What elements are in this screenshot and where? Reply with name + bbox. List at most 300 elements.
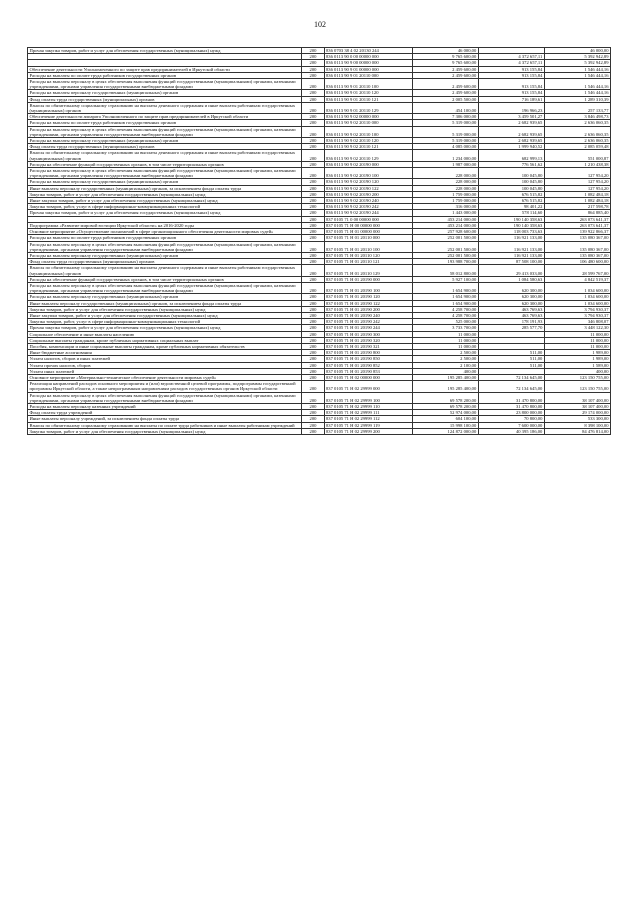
row-budget-code: 836 0113 90 9 01 00000 000 xyxy=(324,66,412,72)
row-budget-code: 837 0105 71 Н 01 20190 300 xyxy=(324,331,412,337)
row-executed-amount: 285 577,70 xyxy=(478,325,544,331)
row-executed-amount: 116 921 133,00 xyxy=(478,235,544,241)
row-remaining-amount: 263 073 641,37 xyxy=(544,216,610,222)
row-remaining-amount: 400,00 xyxy=(544,368,610,374)
row-code-200: 200 xyxy=(302,79,324,90)
row-executed-amount: 578 114,60 xyxy=(478,210,544,216)
row-executed-amount: 98 401,22 xyxy=(478,204,544,210)
row-code-200: 200 xyxy=(302,319,324,325)
row-approved-amount: 69 578 200,00 xyxy=(412,403,478,409)
row-budget-code: 837 0105 71 Н 02 29999 112 xyxy=(324,416,412,422)
row-code-200: 200 xyxy=(302,138,324,144)
row-executed-amount: 1 084 580,63 xyxy=(478,276,544,282)
row-remaining-amount: 127 954,20 xyxy=(544,168,610,179)
row-description: Иные выплаты персоналу государственных (муниципальных) органов, за исключением фонда оплаты труда xyxy=(28,300,302,306)
row-remaining-amount: 106 480 600,00 xyxy=(544,259,610,265)
row-approved-amount: 58 012 800,00 xyxy=(412,265,478,276)
row-budget-code: 837 0105 71 Н 01 20190 000 xyxy=(324,276,412,282)
row-executed-amount: 100 045,80 xyxy=(478,179,544,185)
row-remaining-amount: 11 000,00 xyxy=(544,331,610,337)
row-budget-code: 836 0113 90 9 02 20190 100 xyxy=(324,168,412,179)
row-code-200: 200 xyxy=(302,191,324,197)
row-code-200: 200 xyxy=(302,198,324,204)
row-executed-amount: 676 515,82 xyxy=(478,191,544,197)
row-description: Расходы на выплаты персоналу казенных учреждений xyxy=(28,403,302,409)
row-approved-amount: 228 000,00 xyxy=(412,168,478,179)
row-budget-code: 837 0105 71 Н 01 20110 100 xyxy=(324,241,412,252)
row-remaining-amount: 2 085 059,48 xyxy=(544,144,610,150)
row-remaining-amount: 1 546 444,16 xyxy=(544,90,610,96)
row-remaining-amount: 127 954,20 xyxy=(544,179,610,185)
row-budget-code: 837 0105 71 Н 01 20110 121 xyxy=(324,259,412,265)
row-approved-amount: 252 001 500,00 xyxy=(412,235,478,241)
row-description: Закупка товаров, работ, услуг в сфере информационно-коммуникационных технологий xyxy=(28,319,302,325)
row-code-200: 200 xyxy=(302,235,324,241)
row-description: Фонд оплаты труда государственных (муниципальных) органов xyxy=(28,96,302,102)
row-description: Основное мероприятие «Осуществление полномочий в сфере организационного обеспечения деятельности мировых судей» xyxy=(28,229,302,235)
row-code-200: 200 xyxy=(302,126,324,137)
row-approved-amount: 453 214 000,00 xyxy=(412,216,478,222)
row-remaining-amount: 5 392 942,89 xyxy=(544,60,610,66)
table-row xyxy=(28,241,611,252)
row-description: Взносы по обязательному социальному страхованию на выплаты денежного содержания и иные выплаты работникам государственных (муниципальных) органов xyxy=(28,265,302,276)
row-description: Расходы на выплаты по оплате труда работников государственных органов xyxy=(28,235,302,241)
row-budget-code: 837 0105 71 0 00 00000 000 xyxy=(324,216,412,222)
row-executed-amount: 196 966,23 xyxy=(478,102,544,113)
row-approved-amount: 15 998 100,00 xyxy=(412,422,478,428)
row-remaining-amount: 864 885,40 xyxy=(544,210,610,216)
row-code-200: 200 xyxy=(302,276,324,282)
row-description: Подпрограмма «Развитие мировой юстиции Иркутской области» на 2016-2020 годы xyxy=(28,222,302,228)
row-executed-amount: 776 561,62 xyxy=(478,161,544,167)
row-remaining-amount: 135 080 367,00 xyxy=(544,241,610,252)
row-budget-code: 837 0105 71 Н 02 29999 111 xyxy=(324,410,412,416)
row-approved-amount: 228 000,00 xyxy=(412,179,478,185)
table-row xyxy=(28,265,611,276)
row-code-200: 200 xyxy=(302,210,324,216)
row-description: Прочая закупка товаров, работ и услуг для обеспечения государственных (муниципальных) нужд xyxy=(28,48,302,54)
row-approved-amount: 3 733 700,00 xyxy=(412,325,478,331)
row-budget-code: 837 0105 71 Н 01 00000 000 xyxy=(324,229,412,235)
row-approved-amount: 1 987 000,00 xyxy=(412,161,478,167)
row-approved-amount: 52 974 000,00 xyxy=(412,410,478,416)
row-approved-amount: 454 100,00 xyxy=(412,102,478,113)
row-code-200: 200 xyxy=(302,362,324,368)
row-approved-amount: 5 319 000,00 xyxy=(412,138,478,144)
row-executed-amount: 31 470 800,00 xyxy=(478,392,544,403)
row-executed-amount: 4 372 657,11 xyxy=(478,54,544,60)
row-approved-amount: 1 759 000,00 xyxy=(412,191,478,197)
row-budget-code: 837 0105 71 Н 02 29999 119 xyxy=(324,422,412,428)
row-remaining-amount: 1 546 444,16 xyxy=(544,66,610,72)
row-code-200: 200 xyxy=(302,294,324,300)
row-budget-code: 836 0113 90 9 02 20190 000 xyxy=(324,161,412,167)
row-description: Уплата иных платежей xyxy=(28,368,302,374)
budget-table xyxy=(27,47,611,435)
row-remaining-amount: 263 073 641,37 xyxy=(544,222,610,228)
row-remaining-amount: 1 546 444,16 xyxy=(544,79,610,90)
row-approved-amount: 11 000,00 xyxy=(412,331,478,337)
row-budget-code: 836 0113 90 9 02 20190 120 xyxy=(324,179,412,185)
row-code-200: 200 xyxy=(302,102,324,113)
row-description: Расходы на выплаты персоналу в целях обеспечения выполнения функций государственными (муниципальными) органами, казенными учреждениями, органами управления государственными внебюджетными фондами xyxy=(28,168,302,179)
row-code-200: 200 xyxy=(302,60,324,66)
row-budget-code: 837 0105 71 Н 01 20190 850 xyxy=(324,356,412,362)
row-description: Фонд оплаты труда государственных (муниципальных) органов xyxy=(28,144,302,150)
row-code-200: 200 xyxy=(302,343,324,349)
row-description: Фонд оплаты труда государственных (муниципальных) органов xyxy=(28,259,302,265)
row-code-200: 200 xyxy=(302,96,324,102)
row-approved-amount: 4 258 700,00 xyxy=(412,312,478,318)
row-budget-code: 837 0105 71 Н 01 20190 240 xyxy=(324,312,412,318)
row-budget-code: 837 0105 71 Н 01 20110 129 xyxy=(324,265,412,276)
row-remaining-amount: 46 000,00 xyxy=(544,48,610,54)
row-executed-amount: 2 682 939,65 xyxy=(478,138,544,144)
row-remaining-amount: 1 589,00 xyxy=(544,362,610,368)
row-remaining-amount: 551 000,87 xyxy=(544,150,610,161)
row-approved-amount: 252 001 500,00 xyxy=(412,241,478,252)
row-budget-code: 837 0105 71 Н 01 20190 200 xyxy=(324,306,412,312)
row-description: Иные закупки товаров, работ и услуг для обеспечения государственных (муниципальных) нужд xyxy=(28,198,302,204)
row-budget-code: 836 0113 90 9 02 20190 242 xyxy=(324,204,412,210)
row-approved-amount: 7 306 000,00 xyxy=(412,114,478,120)
row-executed-amount: 3 459 501,27 xyxy=(478,114,544,120)
row-description: Расходы на выплаты персоналу государственных (муниципальных) органов xyxy=(28,252,302,258)
row-description: Уплата прочих налогов, сборов xyxy=(28,362,302,368)
table-row xyxy=(28,150,611,161)
row-approved-amount: 69 578 200,00 xyxy=(412,392,478,403)
row-approved-amount: 453 214 000,00 xyxy=(412,222,478,228)
row-budget-code: 836 0113 90 9 02 00000 000 xyxy=(324,114,412,120)
row-approved-amount: 11 000,00 xyxy=(412,343,478,349)
row-approved-amount: 4 085 000,00 xyxy=(412,144,478,150)
row-description: Иные закупки товаров, работ и услуг для обеспечения государственных (муниципальных) нужд xyxy=(28,312,302,318)
row-code-200: 200 xyxy=(302,403,324,409)
row-executed-amount: 913 155,84 xyxy=(478,66,544,72)
row-description: Расходы на выплаты персоналу государственных (муниципальных) органов xyxy=(28,179,302,185)
row-code-200: 200 xyxy=(302,392,324,403)
row-approved-amount: 2 459 600,00 xyxy=(412,72,478,78)
row-code-200: 200 xyxy=(302,422,324,428)
row-budget-code: 836 0113 90 9 01 20110 129 xyxy=(324,102,412,113)
row-description: Иные выплаты персоналу учреждений, за исключением фонда оплаты труда xyxy=(28,416,302,422)
row-executed-amount: 87 508 100,00 xyxy=(478,259,544,265)
table-row xyxy=(28,282,611,293)
row-executed-amount: 118 003 733,63 xyxy=(478,229,544,235)
row-description: Расходы на обеспечение функций государственных органов, в том числе территориальных органов xyxy=(28,276,302,282)
row-remaining-amount: 1 034 600,00 xyxy=(544,300,610,306)
row-code-200: 200 xyxy=(302,428,324,434)
row-budget-code: 837 0105 71 Н 01 20190 852 xyxy=(324,362,412,368)
row-budget-code: 837 0105 71 Н 01 20190 120 xyxy=(324,294,412,300)
row-budget-code: 836 0113 90 9 02 20110 129 xyxy=(324,150,412,161)
table-row xyxy=(28,168,611,179)
row-code-200: 200 xyxy=(302,381,324,392)
row-approved-amount: 1 654 900,00 xyxy=(412,282,478,293)
row-description: Закупка товаров, работ, услуг в сфере информационно-коммуникационных технологий xyxy=(28,204,302,210)
row-approved-amount: 228 000,00 xyxy=(412,185,478,191)
row-budget-code: 836 0113 90 9 02 20110 120 xyxy=(324,138,412,144)
row-code-200: 200 xyxy=(302,48,324,54)
row-code-200: 200 xyxy=(302,374,324,380)
row-description: Обеспечение деятельности Уполномоченного по защите прав предпринимателей в Иркутской области xyxy=(28,66,302,72)
row-remaining-amount: 38 107 400,00 xyxy=(544,403,610,409)
row-budget-code: 836 0703 38 4 02 20130 244 xyxy=(324,48,412,54)
row-approved-amount: 9 765 600,00 xyxy=(412,54,478,60)
row-executed-amount: 100 045,80 xyxy=(478,168,544,179)
budget-table-container xyxy=(27,47,611,435)
row-code-200: 200 xyxy=(302,150,324,161)
row-executed-amount: 116 921 133,00 xyxy=(478,241,544,252)
row-approved-amount: 1 759 000,00 xyxy=(412,198,478,204)
row-approved-amount: 124 872 000,00 xyxy=(412,428,478,434)
row-remaining-amount: 28 599 767,00 xyxy=(544,265,610,276)
table-row xyxy=(28,126,611,137)
row-description: Взносы по обязательному социальному страхованию на выплаты по оплате труда работников и иные выплаты работникам учреждений xyxy=(28,422,302,428)
row-code-200: 200 xyxy=(302,204,324,210)
row-executed-amount: 190 140 358,63 xyxy=(478,216,544,222)
row-remaining-amount: 257 133,77 xyxy=(544,102,610,113)
row-executed-amount: 620 300,00 xyxy=(478,282,544,293)
row-description: Взносы по обязательному социальному страхованию на выплаты денежного содержания и иные выплаты работникам государственных (муниципальных) органов xyxy=(28,150,302,161)
row-approved-amount: 2 459 600,00 xyxy=(412,79,478,90)
row-description: Социальное обеспечение и иные выплаты населению xyxy=(28,331,302,337)
row-remaining-amount: 135 080 367,00 xyxy=(544,235,610,241)
row-description: Закупка товаров, работ и услуг для обеспечения государственных (муниципальных) нужд xyxy=(28,428,302,434)
row-budget-code: 837 0105 71 Н 02 00000 000 xyxy=(324,374,412,380)
row-remaining-amount: 135 080 367,00 xyxy=(544,252,610,258)
row-remaining-amount: 2 636 060,35 xyxy=(544,126,610,137)
row-approved-amount: 195 285 400,00 xyxy=(412,381,478,392)
row-description: Расходы на выплаты персоналу государственных (муниципальных) органов xyxy=(28,90,302,96)
row-budget-code: 837 0105 71 Н 01 20190 242 xyxy=(324,319,412,325)
row-description: Взносы по обязательному социальному страхованию на выплаты денежного содержания и иные выплаты работникам государственных (муниципальных) органов xyxy=(28,102,302,113)
row-approved-amount: 604 100,00 xyxy=(412,416,478,422)
row-executed-amount: 511,00 xyxy=(478,356,544,362)
row-executed-amount: 7 600 000,00 xyxy=(478,422,544,428)
row-code-200: 200 xyxy=(302,410,324,416)
row-remaining-amount: 533 300,00 xyxy=(544,416,610,422)
row-code-200: 200 xyxy=(302,416,324,422)
row-description: Расходы на выплаты персоналу в целях обеспечения выполнения функций государственными (муниципальными) органами, казенными учреждениями, органами управления государственными внебюджетными фондами xyxy=(28,126,302,137)
row-description: Обеспечение деятельности аппарата Уполномоченного по защите прав предпринимателей в Иркутской области xyxy=(28,114,302,120)
budget-table-body xyxy=(28,48,611,435)
row-approved-amount: 195 285 400,00 xyxy=(412,374,478,380)
row-code-200: 200 xyxy=(302,114,324,120)
row-remaining-amount: 1 546 444,16 xyxy=(544,72,610,78)
row-budget-code: 836 0113 90 9 02 20190 122 xyxy=(324,185,412,191)
row-approved-amount: 525 000,00 xyxy=(412,319,478,325)
row-code-200: 200 xyxy=(302,252,324,258)
row-executed-amount: 913 155,84 xyxy=(478,90,544,96)
row-description: Иные выплаты персоналу государственных (муниципальных) органов, за исключением фонда оплаты труда xyxy=(28,185,302,191)
row-description: Уплата налогов, сборов и иных платежей xyxy=(28,356,302,362)
row-code-200: 200 xyxy=(302,144,324,150)
page-number: 102 xyxy=(314,20,326,29)
row-budget-code: 836 0113 90 9 01 20110 100 xyxy=(324,79,412,90)
row-remaining-amount: 1 034 600,00 xyxy=(544,294,610,300)
row-remaining-amount: 84 476 814,00 xyxy=(544,428,610,434)
table-row xyxy=(28,392,611,403)
row-remaining-amount: 217 598,78 xyxy=(544,204,610,210)
row-approved-amount: 2 459 600,00 xyxy=(412,90,478,96)
row-approved-amount: 2 500,00 xyxy=(412,356,478,362)
row-executed-amount: 716 189,61 xyxy=(478,96,544,102)
row-remaining-amount: 1 034 600,00 xyxy=(544,282,610,293)
row-code-200: 200 xyxy=(302,222,324,228)
row-description: Прочая закупка товаров, работ и услуг для обеспечения государственных (муниципальных) нужд xyxy=(28,210,302,216)
row-code-200: 200 xyxy=(302,312,324,318)
row-code-200: 200 xyxy=(302,90,324,96)
row-approved-amount: 5 319 000,00 xyxy=(412,126,478,137)
row-code-200: 200 xyxy=(302,282,324,293)
row-approved-amount: 1 234 000,00 xyxy=(412,150,478,161)
row-budget-code: 837 0105 71 Н 01 20190 853 xyxy=(324,368,412,374)
row-code-200: 200 xyxy=(302,185,324,191)
row-remaining-amount: 139 922 866,37 xyxy=(544,229,610,235)
row-remaining-amount: 346 808,07 xyxy=(544,319,610,325)
row-description: Иные бюджетные ассигнования xyxy=(28,350,302,356)
row-executed-amount: 31 470 800,00 xyxy=(478,403,544,409)
row-executed-amount: 511,00 xyxy=(478,362,544,368)
row-remaining-amount: 3 846 498,73 xyxy=(544,114,610,120)
row-description: Закупка товаров, работ и услуг для обеспечения государственных (муниципальных) нужд xyxy=(28,306,302,312)
row-description: Расходы на выплаты персоналу государственных (муниципальных) органов xyxy=(28,294,302,300)
row-budget-code: 836 0113 90 9 01 20110 120 xyxy=(324,90,412,96)
row-description: Расходы на выплаты персоналу в целях обеспечения выполнения функций государственными (муниципальными) органами, казенными учреждениями, органами управления государственными внебюджетными фондами xyxy=(28,241,302,252)
row-executed-amount: 620 300,00 xyxy=(478,294,544,300)
row-description: Закупка товаров, работ и услуг для обеспечения государственных (муниципальных) нужд xyxy=(28,191,302,197)
row-code-200: 200 xyxy=(302,325,324,331)
row-budget-code: 837 0105 71 Н 01 20190 244 xyxy=(324,325,412,331)
row-description: Основное мероприятие «Материально-техническое обеспечение деятельности мировых судей» xyxy=(28,374,302,380)
row-budget-code: 837 0105 71 Н 01 20190 320 xyxy=(324,337,412,343)
row-remaining-amount: 4 842 519,37 xyxy=(544,276,610,282)
row-approved-amount: 11 000,00 xyxy=(412,337,478,343)
row-executed-amount: 70 800,00 xyxy=(478,416,544,422)
row-executed-amount: 4 372 657,11 xyxy=(478,60,544,66)
row-budget-code: 837 0105 71 Н 02 29999 000 xyxy=(324,381,412,392)
row-code-200: 200 xyxy=(302,168,324,179)
row-budget-code: 837 0105 71 Н 01 20190 100 xyxy=(324,282,412,293)
row-remaining-amount: 1 210 438,38 xyxy=(544,161,610,167)
table-row xyxy=(28,79,611,90)
table-row xyxy=(28,428,611,434)
row-remaining-amount: 1 082 484,18 xyxy=(544,191,610,197)
row-remaining-amount: 123 150 755,00 xyxy=(544,374,610,380)
row-remaining-amount: 1 289 310,39 xyxy=(544,96,610,102)
row-executed-amount: 72 134 645,00 xyxy=(478,374,544,380)
row-executed-amount: 1 999 940,52 xyxy=(478,144,544,150)
row-description: Расходы на выплаты персоналу в целях обеспечения выполнения функций государственными (муниципальными) органами, казенными учреждениями, органами управления государственными внебюджетными фондами xyxy=(28,392,302,403)
row-remaining-amount: 1 989,00 xyxy=(544,350,610,356)
row-executed-amount: 190 140 358,63 xyxy=(478,222,544,228)
row-code-200: 200 xyxy=(302,306,324,312)
row-executed-amount: 100 045,80 xyxy=(478,185,544,191)
row-approved-amount: 2 500,00 xyxy=(412,350,478,356)
row-approved-amount: 2 005 500,00 xyxy=(412,96,478,102)
row-executed-amount: 913 155,84 xyxy=(478,72,544,78)
row-budget-code: 837 0105 71 Н 01 20190 321 xyxy=(324,343,412,349)
row-budget-code: 836 0113 90 9 02 20110 121 xyxy=(324,144,412,150)
row-budget-code: 836 0113 90 9 02 20190 240 xyxy=(324,198,412,204)
row-description: Расходы на выплаты по оплате труда работников государственных органов xyxy=(28,120,302,126)
row-remaining-amount: 127 954,20 xyxy=(544,185,610,191)
row-approved-amount: 193 988 700,00 xyxy=(412,259,478,265)
row-executed-amount: 178 191,93 xyxy=(478,319,544,325)
row-code-200: 200 xyxy=(302,331,324,337)
row-description: Расходы на выплаты по оплате труда работников государственных органов xyxy=(28,72,302,78)
row-remaining-amount: 2 636 060,35 xyxy=(544,120,610,126)
row-remaining-amount: 2 636 060,35 xyxy=(544,138,610,144)
row-approved-amount: 1 654 900,00 xyxy=(412,294,478,300)
row-budget-code: 836 0113 90 9 00 00000 000 xyxy=(324,60,412,66)
row-executed-amount: 463 769,63 xyxy=(478,312,544,318)
row-executed-amount: 463 769,63 xyxy=(478,306,544,312)
table-row xyxy=(28,381,611,392)
row-description: Расходы на выплаты персоналу в целях обеспечения выполнения функций государственными (муниципальными) органами, казенными учреждениями, органами управления государственными внебюджетными фондами xyxy=(28,79,302,90)
row-code-200: 200 xyxy=(302,179,324,185)
row-description: Прочая закупка товаров, работ и услуг для обеспечения государственных (муниципальных) нужд xyxy=(28,325,302,331)
row-remaining-amount: 11 000,00 xyxy=(544,337,610,343)
row-code-200: 200 xyxy=(302,350,324,356)
row-code-200: 200 xyxy=(302,161,324,167)
row-remaining-amount: 3 448 122,30 xyxy=(544,325,610,331)
table-row xyxy=(28,102,611,113)
row-approved-amount: 252 001 500,00 xyxy=(412,252,478,258)
row-remaining-amount: 1 082 484,18 xyxy=(544,198,610,204)
row-description: Расходы на выплаты персоналу государственных (муниципальных) органов xyxy=(28,138,302,144)
row-code-200: 200 xyxy=(302,66,324,72)
row-budget-code: 836 0113 90 9 01 20110 000 xyxy=(324,72,412,78)
row-executed-amount: 620 300,00 xyxy=(478,300,544,306)
row-budget-code: 837 0105 71 Н 01 20110 120 xyxy=(324,252,412,258)
row-code-200: 200 xyxy=(302,54,324,60)
row-remaining-amount: 11 000,00 xyxy=(544,343,610,349)
row-code-200: 200 xyxy=(302,241,324,252)
row-approved-amount: 257 928 600,00 xyxy=(412,229,478,235)
row-remaining-amount: 1 989,00 xyxy=(544,356,610,362)
row-description: Расходы на обеспечение функций государственных органов, в том числе территориальных органов xyxy=(28,161,302,167)
row-description: Реализация направлений расходов основного мероприятия и (или) ведомственной целевой программы, подпрограммы государственной программы Иркутской области, а также непрограммным направлениям расходов государственных органов Иркутской области xyxy=(28,381,302,392)
row-executed-amount: 2 682 939,65 xyxy=(478,126,544,137)
row-executed-amount: 682 999,13 xyxy=(478,150,544,161)
row-budget-code: 836 0113 90 9 01 20110 121 xyxy=(324,96,412,102)
row-executed-amount: 116 921 133,00 xyxy=(478,252,544,258)
row-code-200: 200 xyxy=(302,265,324,276)
row-code-200: 200 xyxy=(302,72,324,78)
row-approved-amount: 5 319 000,00 xyxy=(412,120,478,126)
row-code-200: 200 xyxy=(302,120,324,126)
row-budget-code: 837 0105 71 Н 02 29999 100 xyxy=(324,392,412,403)
row-code-200: 200 xyxy=(302,259,324,265)
row-executed-amount: 511,00 xyxy=(478,350,544,356)
row-approved-amount: 46 000,00 xyxy=(412,48,478,54)
row-budget-code: 836 0113 90 9 02 20190 200 xyxy=(324,191,412,197)
row-code-200: 200 xyxy=(302,229,324,235)
row-approved-amount: 400,00 xyxy=(412,368,478,374)
row-code-200: 200 xyxy=(302,356,324,362)
row-approved-amount: 9 765 600,00 xyxy=(412,60,478,66)
row-executed-amount: 2 682 939,65 xyxy=(478,120,544,126)
row-remaining-amount: 29 174 000,00 xyxy=(544,410,610,416)
row-executed-amount: 72 134 645,00 xyxy=(478,381,544,392)
row-budget-code: 836 0113 90 9 02 20110 000 xyxy=(324,120,412,126)
row-remaining-amount: 123 150 755,00 xyxy=(544,381,610,392)
row-approved-amount: 2 459 600,00 xyxy=(412,66,478,72)
row-description: Фонд оплаты труда учреждений xyxy=(28,410,302,416)
row-code-200: 200 xyxy=(302,337,324,343)
